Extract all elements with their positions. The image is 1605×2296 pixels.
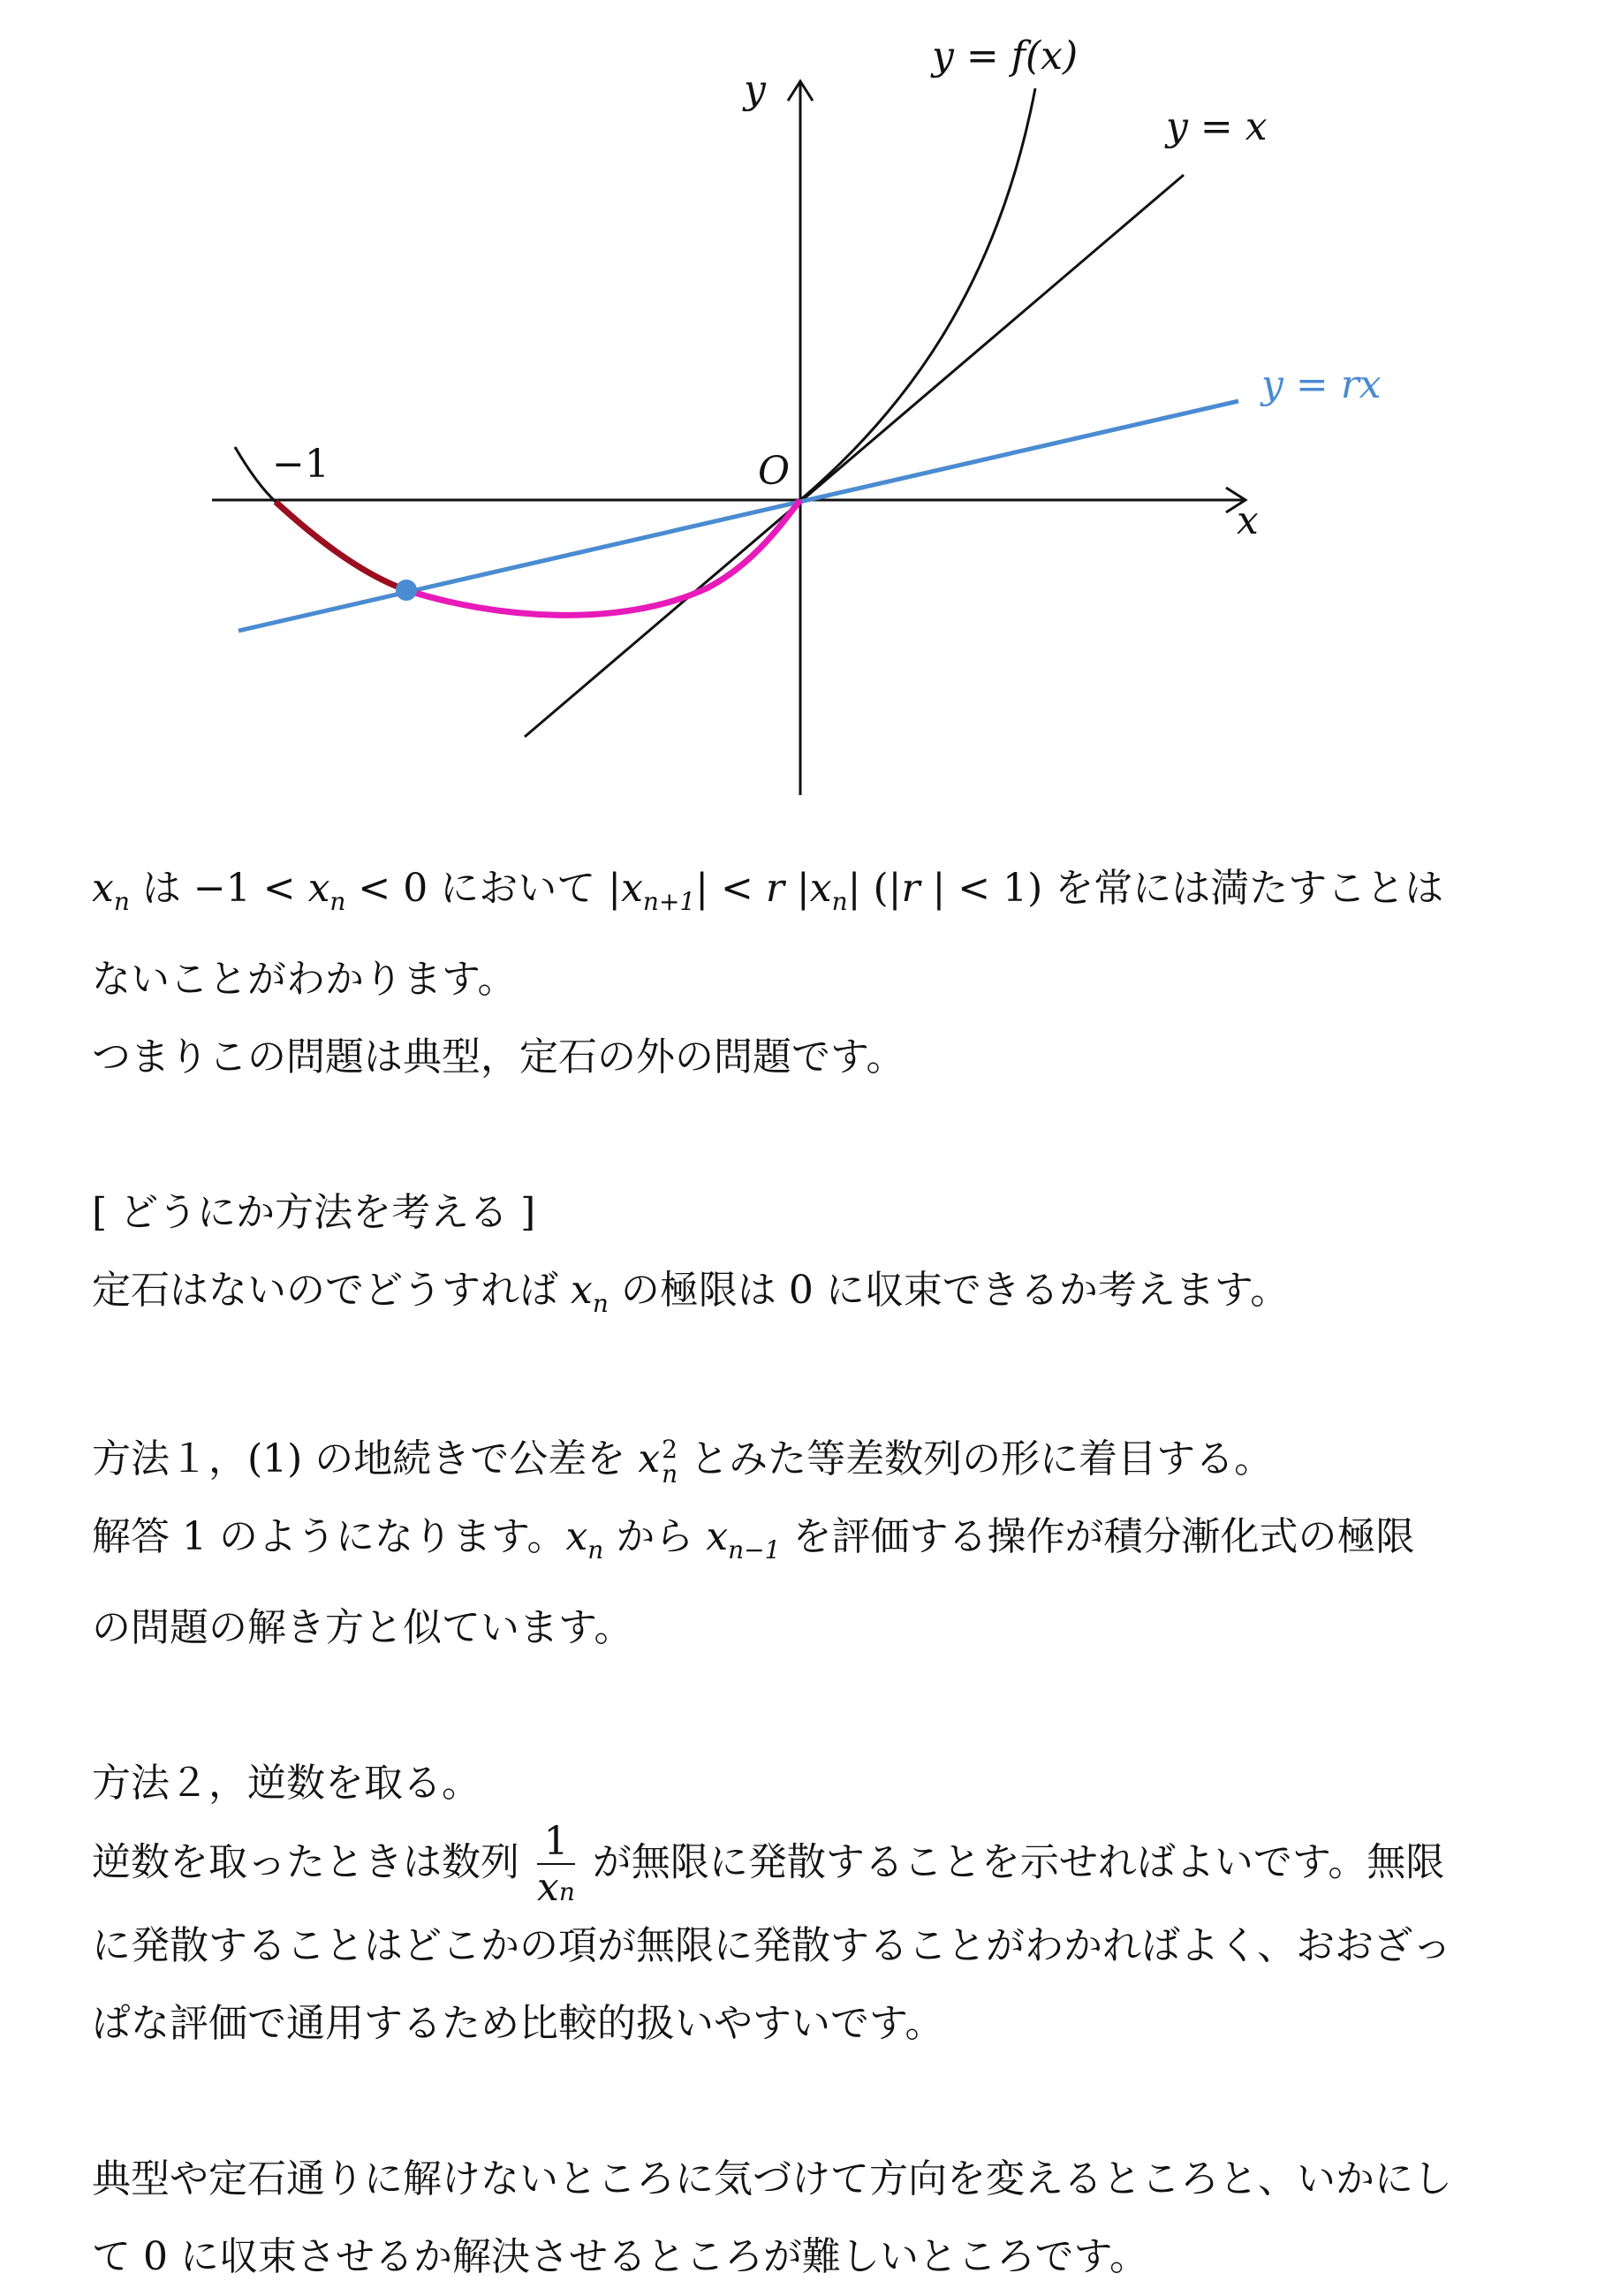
x-axis-label: x [1237,498,1259,543]
minus-one-label: −1 [272,442,329,487]
rx-line [238,401,1238,631]
math-xn-squared: x 2 n [638,1434,678,1489]
math-fraction-1-over-xn: $\frac{1}{xn}$ [537,1819,575,1910]
math-xn-4: $x_n$ [571,1268,609,1318]
identity-line [525,175,1184,737]
f-curve-label: y = f(x) [932,34,1079,79]
math-xn-minus-1: $x_{n-1}$ [706,1514,781,1565]
y-axis-label: y [744,67,766,112]
paragraph-1: $x_n$ は $-1 < x_n < 0$ において $|x_{n+1}| < r$ $|x_n|$ (|r | < 1) を常には満たすことは ないことがわかります。 つまりこの問題は典型，定石の外の問題です。 [92,866,1444,1080]
math-xn-2: $x_n$ [307,866,346,916]
paragraph-2: [ どうにか方法を考える ] 定石はないのでどうすれば $x_n$ の極限は 0 に収束できるか考えます。 [92,1190,1290,1318]
section-heading: [ どうにか方法を考える ] [92,1190,536,1235]
math-xn: $x_n$ [92,866,130,916]
rx-line-label: y = rx [1261,362,1382,407]
body-text [92,850,1523,2296]
intersection-point [396,580,417,601]
f-curve-left-tail [235,447,276,502]
math-xn1: $x_{n+1}$ [621,866,696,916]
f-curve-upper [800,88,1035,500]
math-xn-3: $x_n$ [809,866,848,916]
f-curve-darkred-arc [276,502,406,590]
paragraph-4: 方法２，逆数を取る。 逆数を取ったときは数列 $\frac{1}{xn}$ が無限に発散することを示せればよいです。無限 に発散することはどこかの項が無限に発散することがわかればよく、おおざっ ぱな評価で通用するため比較的扱いやすいです。 [92,1761,1452,2046]
origin-label: O [758,449,791,494]
paragraph-5: 典型や定石通りに解けないところに気づけて方向を変えるところと、いかにし て 0 に収束させるか解決させるところが難しいところです。 [92,2156,1452,2279]
identity-line-label: y = x [1166,104,1268,149]
graph-figure [0,0,1605,830]
math-xn-5: $x_n$ [565,1514,604,1565]
paragraph-3: 方法１，(1) の地続きで公差を x 2 n とみた等差数列の形に着目する。 解答 1 のようになります。$x_n$ から $x_{n-1}$ を評価する操作が積分漸化式の極限 の問題の解き方と似ています。 [92,1434,1415,1650]
